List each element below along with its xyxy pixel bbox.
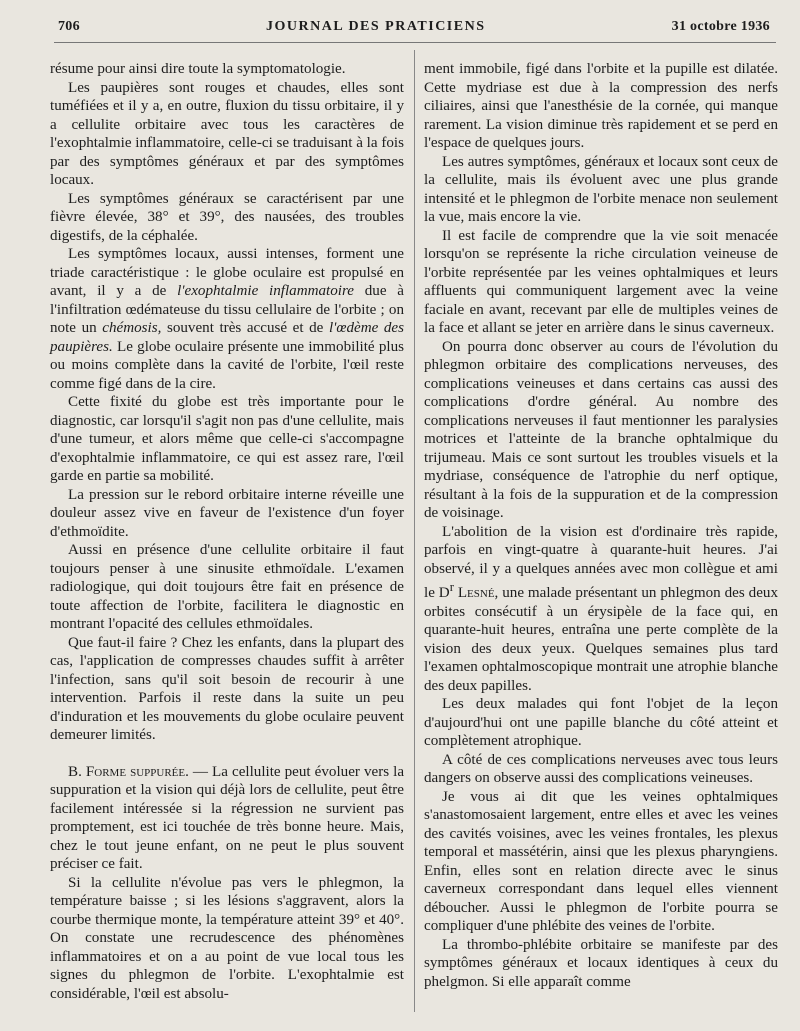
- emphasis: l'œdème des paupières.: [50, 320, 404, 355]
- text-run: souvent très accusé et de: [161, 320, 329, 336]
- paragraph: Cette fixité du globe est très importante pour le diagnostic, car lorsqu'il s'agit non pas d'une cellulite, mais d'une tumeur, et alors même que celle-ci s'accompagne d'exophtalmie inflammatoire, ce qui est assez rare, l'œil garde en partie sa mobilité.: [50, 394, 404, 484]
- paragraph: Les autres symptômes, généraux et locaux sont ceux de la cellulite, mais ils évoluent avec une plus grande intensité et le phlegmon de l'orbite menace non seulement la vue, mais encore la vie.: [424, 153, 778, 225]
- paragraph: Aussi en présence d'une cellulite orbitaire il faut toujours penser à une sinusite ethmoïdale. L'examen radiologique, qui doit toujours être fait en présence de toute affection de l'orbite, facilitera le diagnostic en montrant l'opacité des cellules ethmoïdales.: [50, 542, 404, 632]
- journal-title: JOURNAL DES PRATICIENS: [266, 19, 486, 34]
- text-run: , une malade présentant un phlegmon des deux orbites consécutif à un érysipèle de la face qui, en quarante-huit heures, entraîna une perte complète de la vision des deux yeux. Quelques semaines plus tard l'examen ophtalmoscopique montrait une atrophie blanche des deux papilles.: [424, 585, 778, 694]
- superscript: r: [449, 580, 454, 594]
- emphasis: chémosis,: [102, 320, 162, 336]
- text-run: Les symptômes locaux, aussi intenses, forment une triade caractéristique : le globe oculaire est propulsé en avant, il y a de: [50, 246, 404, 299]
- paragraph: Les symptômes généraux se caractérisent par une fièvre élevée, 38° et 39°, des nausées, des troubles digestifs, de la céphalée.: [50, 190, 404, 244]
- text-run: Le globe oculaire présente une immobilité plus ou moins complète dans la cavité de l'orbite, l'œil reste comme figé dans de la cire.: [50, 338, 404, 392]
- paragraph: Il est facile de comprendre que la vie soit menacée lorsqu'on se représente la riche circulation veineuse de l'orbite représentée par les veines ophtalmiques et leurs affluents qui communiquent largement avec la veine faciale en avant, recevant par elle de multiples veines de la face et allant se jeter en arrière dans le sinus caverneux.: [424, 227, 778, 336]
- column-divider: [414, 50, 415, 1012]
- paragraph: Les paupières sont rouges et chaudes, elles sont tuméfiées et il y a, en outre, fluxion du tissu orbitaire, il y a cellulite orbitaire avec tous les caractères de l'exophtalmie inflammatoire, celle-ci se traduisant à la fois par des symptômes généraux et par des symptômes locaux.: [50, 79, 404, 188]
- issue-date: 31 octobre 1936: [671, 19, 770, 34]
- paragraph: La pression sur le rebord orbitaire interne réveille une douleur assez vive en faveur de l'existence d'un foyer d'ethmoïdite.: [50, 486, 404, 540]
- section-paragraph: [50, 763, 404, 874]
- paragraph: On pourra donc observer au cours de l'évolution du phlegmon orbitaire des complications nerveuses, des complications veineuses et dans certains cas aussi des complications d'ordre général. Au nombre des complications nerveuses il faut mentionner les paralysies motrices et l'atteinte de la branche ophtalmique du trijumeau. Mais ce sont surtout les troubles visuels et la mydriase, conséquence de l'atrophie du nerf optique, résultant à la fois de la suppuration et de la compression de voisinage.: [424, 338, 778, 521]
- paragraph: Que faut-il faire ? Chez les enfants, dans la plupart des cas, l'application de compresses chaudes suffit à arrêter l'infection, sans qu'il soit besoin de recourir à une intervention. Parfois il reste dans la suite un peu d'induration et les mouvements du globe oculaire peuvent demeurer limités.: [50, 634, 404, 743]
- emphasis: l'exophtalmie inflammatoire: [177, 283, 354, 299]
- page-number: 706: [58, 19, 80, 34]
- header-rule: [54, 42, 776, 43]
- paragraph: résume pour ainsi dire toute la symptomatologie.: [50, 61, 346, 77]
- page-header: [58, 16, 770, 38]
- paragraph: ment immobile, figé dans l'orbite et la pupille est dilatée. Cette mydriase est due à la compression des nerfs ciliaires, ainsi que l'anesthésie de la cornée, qui manque rarement. La vision diminue très rapidement et se perd en l'espace de quelques jours.: [424, 61, 778, 151]
- text-run: due à l'infiltration œdémateuse du tissu cellulaire de l'orbite ; on note un: [50, 283, 404, 336]
- paragraph: Les deux malades qui font l'objet de la leçon d'aujourd'hui ont une papille blanche du côté atteint et complètement atrophique.: [424, 696, 778, 750]
- paragraph: [424, 523, 778, 696]
- section-label: B. F: [68, 763, 95, 780]
- paragraph: La thrombo-phlébite orbitaire se manifeste par des symptômes généraux et locaux identiques à ceux du phelgmon. Si elle apparaît comme: [424, 936, 778, 990]
- paragraph: Je vous ai dit que les veines ophtalmiques s'anastomosaient largement, entre elles et avec les veines des cavités voisines, avec les veines frontales, les plexus temporal et massétérin, ainsi que les plexus pharyngiens. Enfin, elles sont en relation directe avec le sinus caverneux correspondant dans lequel elles viennent déboucher. Aussi le phlegmon de l'orbite pourra se compliquer d'une phlébite des veines de l'orbite.: [424, 788, 778, 935]
- text-run: L'abolition de la vision est d'ordinaire très rapide, parfois en vingt-quatre à quarante-huit heures. J'ai observé, il y a quelques années avec mon collègue et ami le D: [424, 523, 778, 602]
- section-label-smallcaps: orme suppurée.: [94, 763, 189, 780]
- author-name: Lesné: [453, 585, 495, 602]
- paragraph: A côté de ces complications nerveuses avec tous leurs dangers on observe aussi des complications veineuses.: [424, 751, 778, 787]
- text-run: — La cellulite peut évoluer vers la suppuration et la vision qui déjà lors de cellulite, peut être facilement intéressée si la régression ne survient pas promptement, est ici touchée de très bonne heure. Mais, chez le tout jeune enfant, on ne peut le plus souvent préciser ce fait.: [50, 763, 405, 872]
- left-column: [50, 60, 404, 1003]
- paragraph: [50, 245, 404, 393]
- right-column: [424, 60, 778, 991]
- paragraph: Si la cellulite n'évolue pas vers le phlegmon, la température baisse ; si les lésions s'aggravent, alors la courbe thermique monte, la température atteint 39° et 40°. On constate une recrudescence des phénomènes inflammatoires et on a au point de vue local tous les signes du phlegmon de l'orbite. L'exophtalmie est considérable, l'œil est absolu-: [50, 874, 404, 1002]
